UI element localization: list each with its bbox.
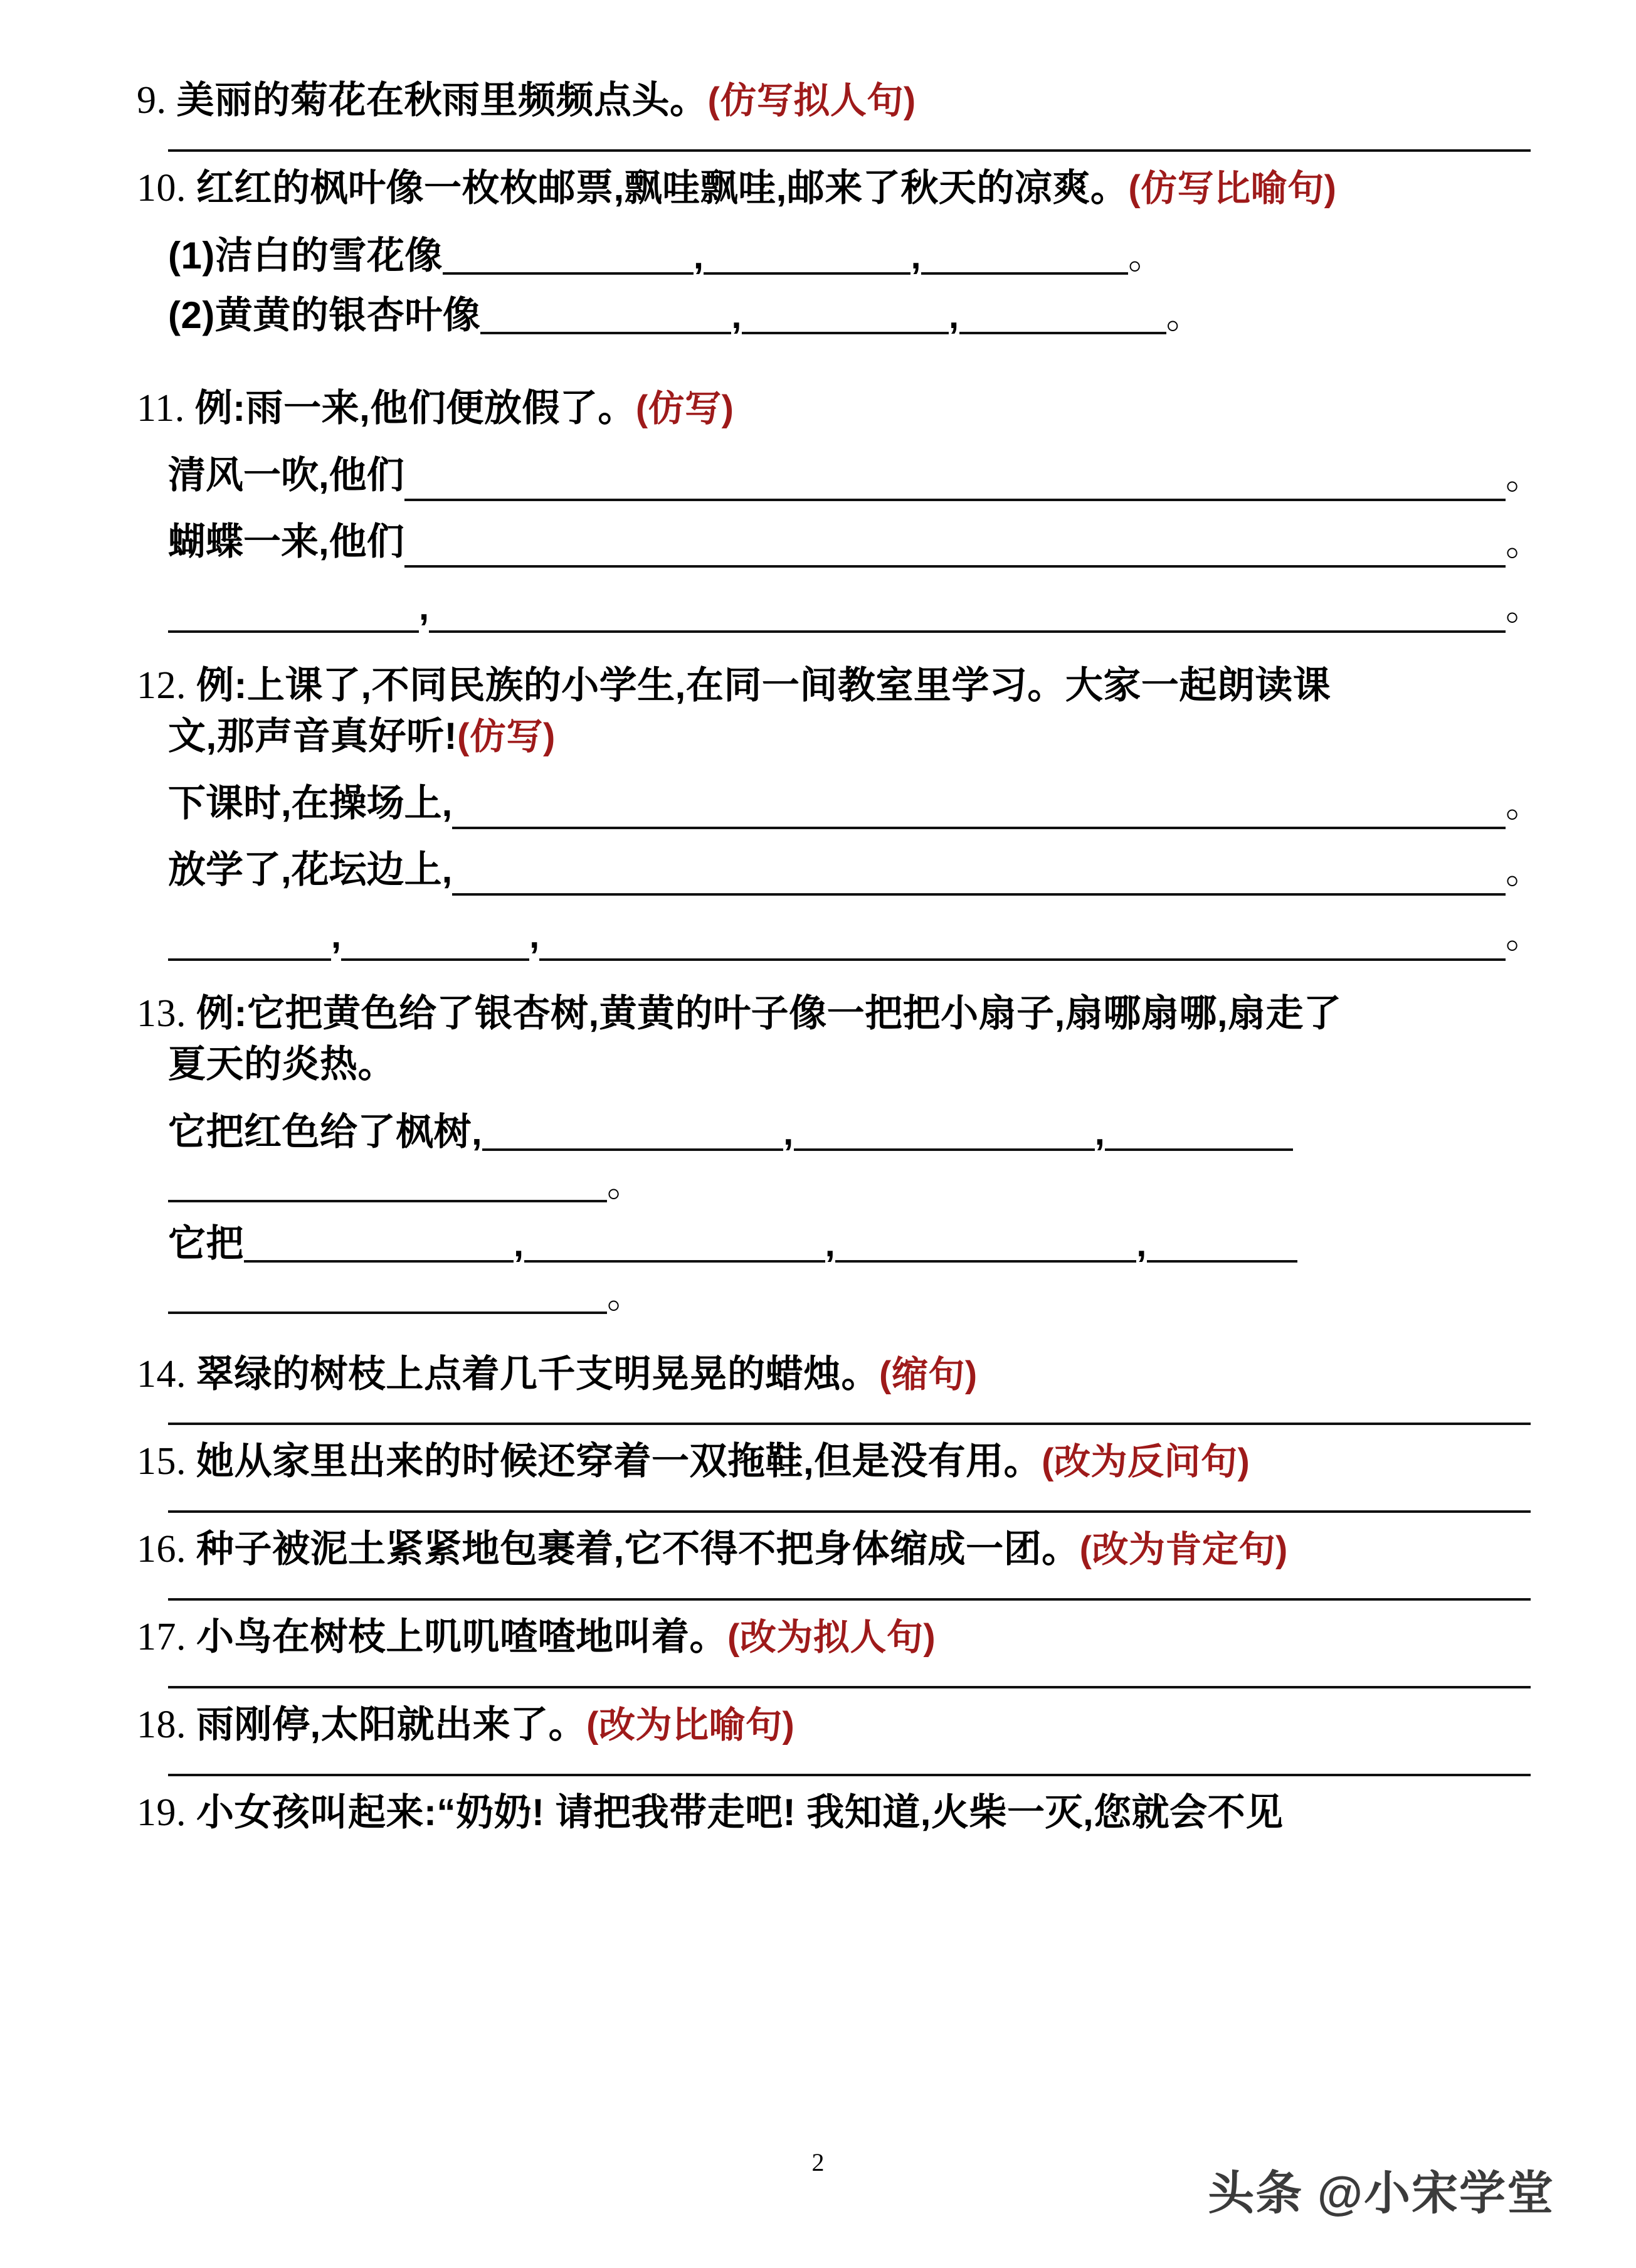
answer-row-13-1-wrap xyxy=(94,1158,1542,1210)
question-text: 雨刚停,太阳就出来了。 xyxy=(196,1703,587,1746)
answer-line-17[interactable] xyxy=(94,1663,1542,1700)
blank-field[interactable] xyxy=(429,598,1506,633)
question-item-17 xyxy=(94,1612,1542,1663)
answer-rule xyxy=(168,1510,1531,1513)
question-text-line1: 例:上课了,不同民族的小学生,在同一间教室里学习。大家一起朗读课 xyxy=(196,664,1331,706)
row-lead: 它把红色给了枫树, xyxy=(168,1111,483,1153)
blank-field[interactable] xyxy=(539,926,1506,961)
subitem-label: (2)黄黄的银杏叶像 xyxy=(168,294,481,337)
comma: , xyxy=(825,1223,836,1264)
blank-field[interactable] xyxy=(168,926,331,961)
blank-field[interactable] xyxy=(404,533,1506,568)
question-text: 翠绿的树枝上点着几千支明晃晃的蜡烛。 xyxy=(196,1352,879,1395)
question-item-16 xyxy=(94,1524,1542,1576)
blank-field[interactable] xyxy=(480,299,731,334)
comma: , xyxy=(1136,1223,1147,1264)
blank-field[interactable] xyxy=(704,240,910,275)
period: 。 xyxy=(1505,587,1542,628)
watermark-logo: 头条 @小宋学堂 xyxy=(1208,2167,1554,2219)
question-hint: (改为肯定句) xyxy=(1079,1529,1288,1571)
question-item-13-cont xyxy=(94,1039,1542,1091)
blank-field[interactable] xyxy=(168,1167,607,1202)
question-number: 10. xyxy=(137,166,186,209)
question-item-10 xyxy=(94,163,1542,215)
answer-row-13-2 xyxy=(94,1219,1542,1270)
question-hint: (仿写) xyxy=(635,388,734,430)
blank-field[interactable] xyxy=(168,598,419,633)
question-text: 小女孩叫起来:“奶奶! 请把我带走吧! 我知道,火柴一灭,您就会不见 xyxy=(196,1791,1284,1833)
question-number: 9. xyxy=(137,79,167,122)
blank-field[interactable] xyxy=(921,240,1128,275)
answer-row-12-3 xyxy=(94,912,1542,960)
blank-field[interactable] xyxy=(404,466,1506,501)
question-number: 19. xyxy=(137,1791,186,1834)
row-lead: 它把 xyxy=(168,1222,244,1264)
period: 。 xyxy=(607,1163,644,1205)
question-text: 她从家里出来的时候还穿着一双拖鞋,但是没有用。 xyxy=(196,1440,1042,1483)
question-item-18 xyxy=(94,1700,1542,1751)
subitem-label: (1)洁白的雪花像 xyxy=(168,234,443,277)
question-text: 红红的枫叶像一枚枚邮票,飘哇飘哇,邮来了秋天的凉爽。 xyxy=(196,166,1129,209)
page-number: 2 xyxy=(811,2148,825,2176)
subitem-10-2 xyxy=(94,290,1542,342)
blank-field[interactable] xyxy=(168,1279,607,1314)
question-hint: (仿写比喻句) xyxy=(1128,167,1337,209)
answer-line-14[interactable] xyxy=(94,1400,1542,1436)
question-item-14 xyxy=(94,1349,1542,1401)
comma: , xyxy=(331,915,342,956)
answer-line-9[interactable] xyxy=(94,127,1542,163)
question-number: 17. xyxy=(137,1616,186,1659)
blank-field[interactable] xyxy=(452,794,1506,829)
answer-row-11-1 xyxy=(94,451,1542,501)
question-item-15 xyxy=(94,1436,1542,1488)
answer-rule xyxy=(168,1598,1531,1601)
question-number: 15. xyxy=(137,1440,186,1483)
question-hint: (仿写) xyxy=(457,716,556,758)
answer-line-15[interactable] xyxy=(94,1488,1542,1524)
comma: , xyxy=(693,235,704,277)
row-lead: 蝴蝶一来,他们 xyxy=(168,521,404,563)
question-number: 11. xyxy=(137,387,185,430)
blank-field[interactable] xyxy=(452,861,1506,896)
comma: , xyxy=(1094,1112,1106,1153)
question-item-11 xyxy=(94,383,1542,435)
blank-field[interactable] xyxy=(341,926,529,961)
question-number: 12. xyxy=(137,664,186,707)
answer-row-13-1 xyxy=(94,1107,1542,1158)
comma: , xyxy=(910,235,922,277)
blank-field[interactable] xyxy=(1147,1227,1297,1263)
blank-field[interactable] xyxy=(835,1227,1136,1263)
answer-row-12-2 xyxy=(94,845,1542,896)
question-number: 16. xyxy=(137,1528,186,1571)
question-text: 小鸟在树枝上叽叽喳喳地叫着。 xyxy=(196,1616,727,1658)
row-lead: 下课时,在操场上, xyxy=(168,782,453,825)
period: 。 xyxy=(1505,915,1542,956)
comma: , xyxy=(948,295,959,337)
blank-field[interactable] xyxy=(524,1227,825,1263)
answer-row-11-2 xyxy=(94,517,1542,568)
period: 。 xyxy=(1505,850,1542,891)
answer-line-18[interactable] xyxy=(94,1751,1542,1788)
answer-rule xyxy=(168,1423,1531,1425)
answer-rule xyxy=(168,1686,1531,1688)
comma: , xyxy=(529,915,540,956)
blank-field[interactable] xyxy=(482,1116,783,1151)
subitem-10-1 xyxy=(94,231,1542,282)
question-hint: (改为比喻句) xyxy=(586,1704,795,1746)
question-number: 14. xyxy=(137,1352,186,1396)
question-hint: (改为拟人句) xyxy=(727,1617,936,1658)
question-text-line1: 例:它把黄色给了银杏树,黄黄的叶子像一把把小扇子,扇哪扇哪,扇走了 xyxy=(196,992,1342,1034)
answer-rule xyxy=(168,1774,1531,1776)
question-item-9 xyxy=(94,75,1542,127)
question-hint: (改为反问句) xyxy=(1042,1441,1250,1483)
answer-line-16[interactable] xyxy=(94,1576,1542,1612)
page-footer xyxy=(0,2148,1636,2235)
question-hint: (缩句) xyxy=(879,1354,978,1395)
question-text: 种子被泥土紧紧地包裹着,它不得不把身体缩成一团。 xyxy=(196,1528,1080,1571)
question-text-line2: 夏天的炎热。 xyxy=(168,1043,396,1086)
blank-field[interactable] xyxy=(794,1116,1095,1151)
question-item-12-cont xyxy=(94,711,1542,763)
blank-field[interactable] xyxy=(244,1227,514,1263)
question-item-19 xyxy=(94,1788,1542,1839)
comma: , xyxy=(514,1223,524,1264)
period: 。 xyxy=(1505,455,1542,497)
question-text-line2: 文,那声音真好听! xyxy=(168,715,458,758)
question-item-12 xyxy=(94,660,1542,712)
period: 。 xyxy=(1505,783,1542,825)
comma: , xyxy=(419,587,430,628)
question-text: 美丽的菊花在秋雨里频频点头。 xyxy=(176,79,708,121)
question-number: 13. xyxy=(137,992,186,1035)
period: 。 xyxy=(1128,235,1165,277)
blank-field[interactable] xyxy=(959,299,1166,334)
comma: , xyxy=(783,1112,794,1153)
question-number: 18. xyxy=(137,1703,186,1746)
row-lead: 清风一吹,他们 xyxy=(168,454,404,497)
blank-field[interactable] xyxy=(443,240,694,275)
question-item-13 xyxy=(94,988,1542,1040)
answer-rule xyxy=(168,149,1531,152)
period: 。 xyxy=(607,1274,644,1316)
row-lead: 放学了,花坛边上, xyxy=(168,849,453,891)
question-hint: (仿写拟人句) xyxy=(707,80,916,121)
blank-field[interactable] xyxy=(742,299,949,334)
period: 。 xyxy=(1166,295,1203,337)
question-text: 例:雨一来,他们便放假了。 xyxy=(194,387,636,430)
comma: , xyxy=(731,295,742,337)
answer-row-13-2-wrap xyxy=(94,1270,1542,1322)
period: 。 xyxy=(1505,522,1542,563)
answer-row-12-1 xyxy=(94,779,1542,829)
blank-field[interactable] xyxy=(1105,1116,1293,1151)
answer-row-11-3 xyxy=(94,584,1542,632)
